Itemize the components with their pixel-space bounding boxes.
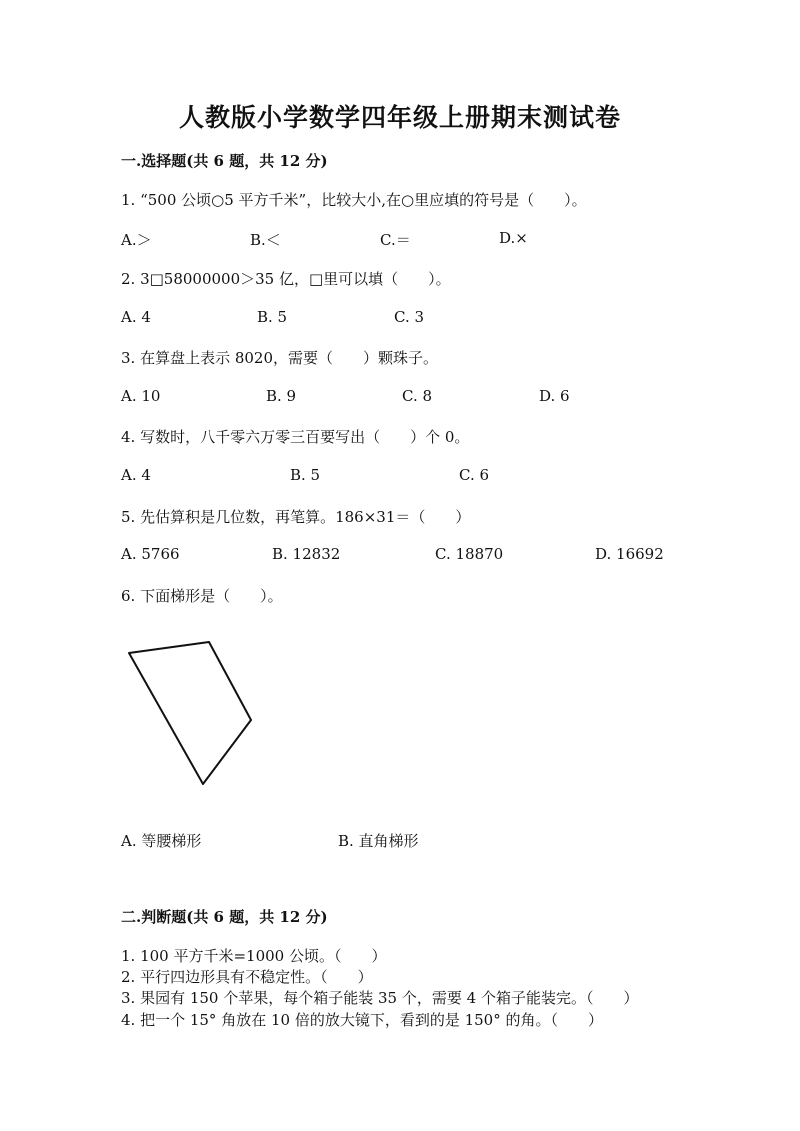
judgement-item: 3. 果园有 150 个苹果，每个箱子能装 35 个，需要 4 个箱子能装完。（ ） bbox=[121, 989, 639, 1007]
section-heading-choice: 一.选择题(共 6 题，共 12 分) bbox=[121, 152, 328, 170]
page-title: 人教版小学数学四年级上册期末测试卷 bbox=[178, 103, 621, 132]
question-2-option-c: C. 3 bbox=[394, 308, 425, 326]
question-2-option-b: B. 5 bbox=[257, 308, 288, 326]
question-4-option-a: A. 4 bbox=[121, 466, 151, 484]
question-4-stem: 4. 写数时，八千零六万零三百要写出（ ）个 0。 bbox=[121, 428, 470, 446]
question-1-option-b: B.＜ bbox=[250, 231, 281, 249]
question-3-option-c: C. 8 bbox=[402, 387, 433, 405]
judgement-item: 2. 平行四边形具有不稳定性。（ ） bbox=[121, 968, 373, 986]
judgement-item: 1. 100 平方千米=1000 公顷。（ ） bbox=[121, 947, 387, 965]
question-1-option-c: C.＝ bbox=[380, 231, 411, 249]
question-5-option-a: A. 5766 bbox=[121, 545, 180, 563]
question-5-option-d: D. 16692 bbox=[595, 545, 664, 563]
judgement-item: 4. 把一个 15° 角放在 10 倍的放大镜下，看到的是 150° 的角。（ ） bbox=[121, 1011, 603, 1029]
question-1-option-a: A.＞ bbox=[121, 231, 152, 249]
question-3-option-b: B. 9 bbox=[266, 387, 297, 405]
question-5-stem: 5. 先估算积是几位数，再笔算。186×31＝（ ） bbox=[121, 508, 471, 526]
question-4-option-b: B. 5 bbox=[290, 466, 321, 484]
question-3-option-a: A. 10 bbox=[121, 387, 161, 405]
trapezoid-figure bbox=[120, 636, 260, 791]
question-2-option-a: A. 4 bbox=[121, 308, 151, 326]
question-6-option-a: A. 等腰梯形 bbox=[121, 832, 202, 850]
question-2-stem: 2. 3□58000000＞35 亿，□里可以填（ ）。 bbox=[121, 270, 451, 288]
question-4-option-c: C. 6 bbox=[459, 466, 490, 484]
question-3-option-d: D. 6 bbox=[539, 387, 570, 405]
trapezoid-outline bbox=[129, 642, 251, 784]
section-heading-judgement: 二.判断题(共 6 题，共 12 分) bbox=[121, 908, 328, 926]
question-5-option-b: B. 12832 bbox=[272, 545, 341, 563]
question-6-stem: 6. 下面梯形是（ ）。 bbox=[121, 587, 283, 605]
question-1-option-d: D.× bbox=[499, 229, 528, 247]
question-3-stem: 3. 在算盘上表示 8020，需要（ ）颗珠子。 bbox=[121, 349, 439, 367]
question-5-option-c: C. 18870 bbox=[435, 545, 504, 563]
question-1-stem: 1. “500 公顷○5 平方千米”，比较大小,在○里应填的符号是（ ）。 bbox=[121, 191, 587, 209]
question-6-option-b: B. 直角梯形 bbox=[338, 832, 419, 850]
